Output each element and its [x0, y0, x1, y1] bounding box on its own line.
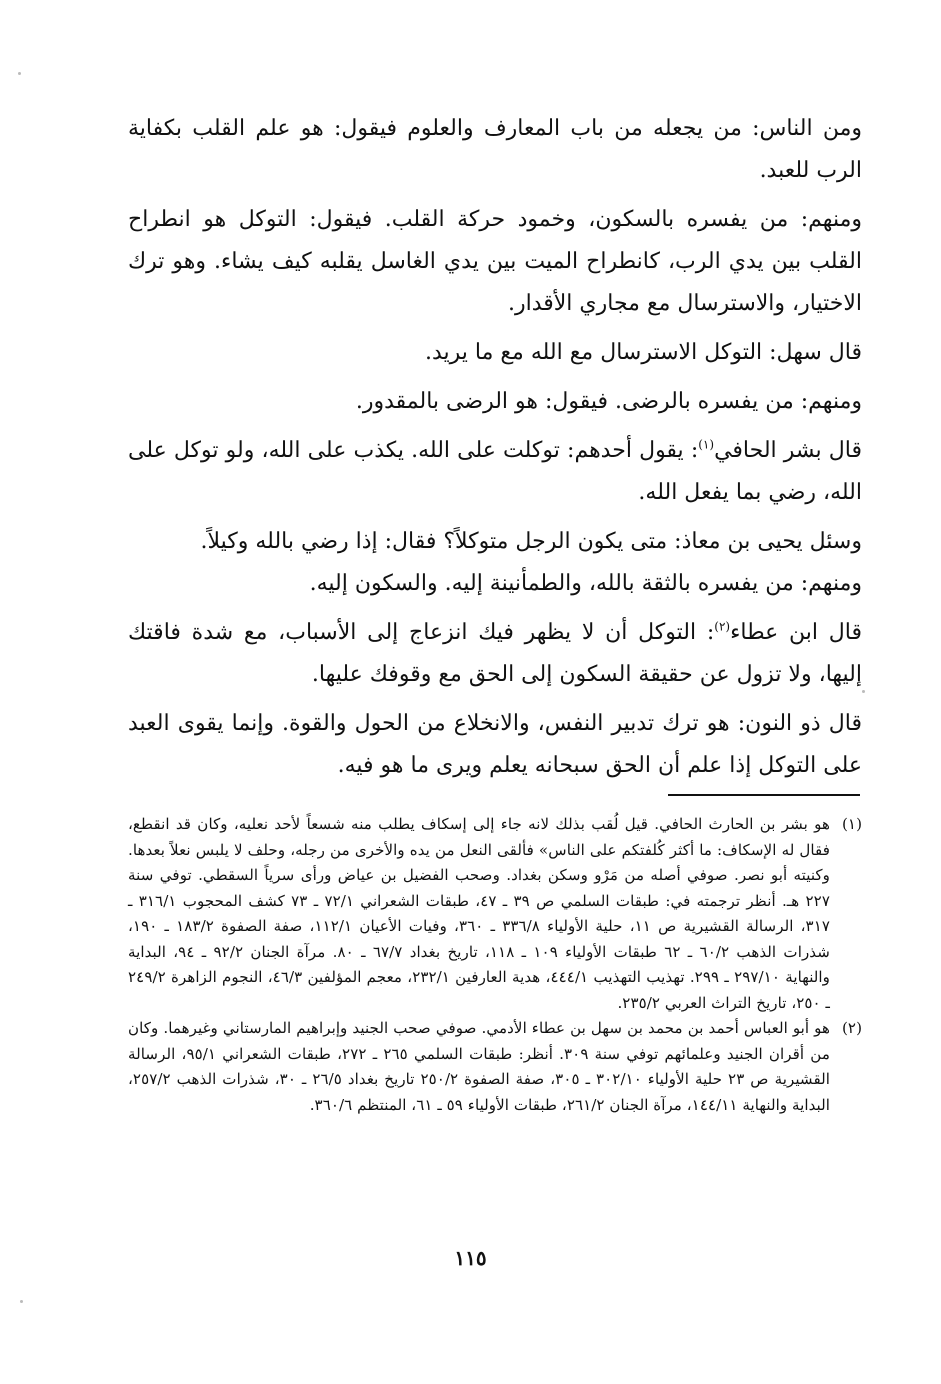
footnote-ref: (١) [698, 437, 715, 452]
quote: : يقول أحدهم: توكلت على الله. يكذب على الله، ولو توكل على الله، رضي بما يفعل الله. [128, 438, 862, 505]
footnote-text: هو أبو العباس أحمد بن محمد بن سهل بن عطاء الأدمي. صوفي صحب الجنيد وإبراهيم المارستاني وغيرهما. وكان من أقران الجنيد وعلمائهم توفي سنة ٣٠٩. أنظر: طبقات السلمي ٢٦٥ ـ ٢٧٢، طبقات الشعراني ٩٥/١، الرسالة القشيرية ص ٢٣ حلية الأولياء ٣٠٢/١٠ ـ ٣٠٥، صفة الصفوة ٢٥٠/٢ تاريخ بغداد ٢٦/٥ ـ ٣٠، شذرات الذهب ٢٥٧/٢، البداية والنهاية ١٤٤/١١، مرآة الجنان ٢٦١/٢، طبقات الأولياء ٥٩ ـ ٦١، المنتظم ٣٦٠/٦. [128, 1019, 831, 1114]
scan-speck [862, 690, 865, 693]
paragraph-yahya: وسئل يحيى بن معاذ: متى يكون الرجل متوكلاً؟ فقال: إذا رضي بالله وكيلاً. [200, 529, 862, 554]
footnote-text: هو بشر بن الحارث الحافي. قيل لُقب بذلك لانه جاء إلى إسكاف يطلب منه شسعاً لأحد نعليه، وكان قد انقطع، فقال له الإسكاف: ما أكثر كُلفتكم على الناس» فألقى النعل من يده والأخرى من رجله، وحلف لا يلبس نعلاً بعدها. وكنيته أبو نصر. صوفي أصله من مَرْو وسكن بغداد. وصحب الفضيل بن عياض ورأى سرياً السقطي. توفي سنة ٢٢٧ هـ. أنظر ترجمته في: طبقات السلمي ص ٣٩ ـ ٤٧، طبقات الشعراني ٧٢/١ ـ ٧٣ كشف المحجوب ٣١٦/١ ـ ٣١٧، الرسالة القشيرية ص ١١، حلية الأولياء ٣٣٦/٨ ـ ٣٦٠، وفيات الأعيان ١١٢/١، صفة الصفوة ١٨٣/٢ ـ ١٩٠، شذرات الذهب ٦٠/٢ ـ ٦٢ طبقات الأولياء ١٠٩ ـ ١١٨، تاريخ بغداد ٦٧/٧ ـ ٨٠. مرآة الجنان ٩٢/٢ ـ ٩٤، البداية والنهاية ٢٩٧/١٠ ـ ٢٩٩. تهذيب التهذيب ٤٤٤/١، هدية العارفين ٢٣٢/١، معجم المؤلفين ٤٦/٣، النجوم الزاهرة ٢٤٩/٢ ـ ٢٥٠، تاريخ التراث العربي ٢٣٥/٢. [128, 815, 831, 1012]
footnote [128, 812, 862, 1016]
paragraph: قال سهل: التوكل الاسترسال مع الله مع ما يريد. [424, 340, 862, 365]
footnote [128, 1016, 862, 1118]
speaker: قال بشر الحافي [714, 438, 862, 463]
speaker: قال ابن عطاء [730, 620, 862, 645]
footnote-divider [668, 794, 860, 796]
footnote-ref: (٢) [714, 619, 731, 634]
paragraph-ibn-ata [128, 612, 862, 696]
paragraph-bishr [128, 430, 862, 514]
footnotes [128, 812, 862, 1118]
paragraph: ومنهم: من يفسره بالرضى. فيقول: هو الرضى بالمقدور. [355, 389, 862, 414]
quote: : التوكل أن لا يظهر فيك انزعاج إلى الأسباب، مع شدة فاقتك إليها، ولا تزول عن حقيقة السكون إلى الحق مع وقوفك عليها. [128, 620, 862, 687]
scan-speck [20, 1300, 23, 1303]
footnote-number: (٢) [841, 1019, 862, 1037]
scan-speck [18, 72, 21, 75]
paragraph: ومن الناس: من يجعله من باب المعارف والعلوم فيقول: هو علم القلب بكفاية الرب للعبد. [128, 116, 862, 183]
paragraph: قال ذو النون: هو ترك تدبير النفس، والانخلاع من الحول والقوة. وإنما يقوى العبد على التوكل إذا علم أن الحق سبحانه يعلم ويرى ما هو فيه. [128, 711, 862, 778]
main-text [128, 108, 862, 794]
paragraph: ومنهم: من يفسره بالسكون، وخمود حركة القلب. فيقول: التوكل هو انطراح القلب بين يدي الرب، كانطراح الميت بين يدي الغاسل يقلبه كيف يشاء. وهو ترك الاختيار، والاسترسال مع مجاري الأقدار. [128, 207, 862, 316]
paragraph: ومنهم: من يفسره بالثقة بالله، والطمأنينة إليه. والسكون إليه. [309, 571, 862, 596]
footnote-number: (١) [841, 815, 862, 833]
page-number: ١١٥ [454, 1246, 487, 1270]
